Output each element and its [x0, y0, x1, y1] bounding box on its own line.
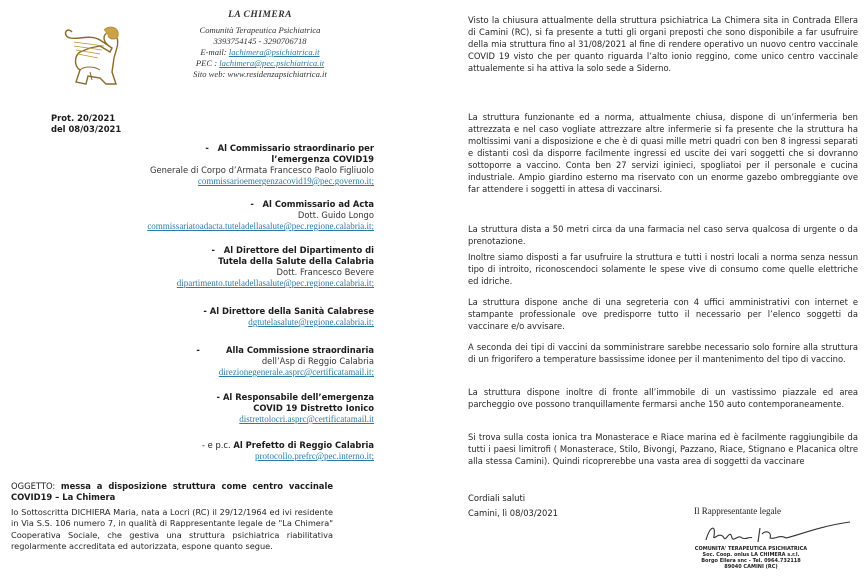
letterhead — [180, 10, 340, 80]
body-paragraph: Visto la chiusura attualmente della struttura psichiatrica La Chimera sita in Contrada Ellera di Camini (RC), si fa presente a tutti gli organi preposti che sono disponibile a far usufruire della mia struttura fino al 31/08/2021 al fine di rendere operativo un nuovo centro vaccinale COVID 19 visto che per quanto riguarda l’alto ionio reggino, come unico centro vaccinale attualemente si ha attiva la solo sede a Siderno. — [468, 15, 858, 73]
recipient-title: - Al Responsabile dell’emergenza — [216, 392, 374, 402]
recipient-title: - e p.c. Al Prefetto di Reggio Calabria — [201, 440, 374, 450]
organization-stamp — [686, 546, 816, 570]
closing-salutation: Cordiali saluti — [468, 493, 526, 503]
stamp-line: COMUNITA' TERAPEUTICA PSICHIATRICA — [694, 546, 808, 552]
recipient-title: - Al Direttore del Dipartimento di — [211, 245, 374, 255]
organization-subtitle: Comunità Terapeutica Psichiatrica — [199, 25, 321, 35]
email-link[interactable]: lachimera@psichiatrica.it — [228, 47, 320, 57]
body-paragraph: Inoltre siamo disposti a far usufruire la struttura e tutti i nostri locali a norma senza nessun tipo di introito, riconoscendoci solamente le spese vive di consumo come quelle elettriche ed idriche. — [468, 252, 858, 286]
organization-pec-row — [180, 58, 340, 69]
organization-email-row — [180, 47, 340, 58]
recipient-email-link[interactable]: commissarioemergenzacovid19@pec.governo.it; — [197, 176, 374, 186]
recipient-title: l’emergenza COVID19 — [271, 154, 374, 164]
subject-label: OGGETTO: — [11, 481, 56, 491]
recipient-name: Dott. Guido Longo — [297, 210, 374, 220]
recipient-block — [14, 345, 374, 378]
recipient-block — [14, 245, 374, 289]
recipient-name: Dott. Francesco Bevere — [276, 267, 374, 277]
recipient-title: - Al Commissario straordinario per — [205, 143, 374, 153]
organization-phones: 3393754145 - 3290706718 — [213, 36, 307, 46]
intro-paragraph: Io Sottoscritta DICHIERA Maria, nata a Locri (RC) il 29/12/1964 ed ivi residente in Via S.S. 106 numero 7, in qualità di Rappresentante legale de "La Chimera" Cooperativa Sociale, che gestiva una struttura psichiatrica riabilitativa regolarmente accreditata ed autorizzata, espone quanto segue. — [11, 507, 333, 552]
organization-name: LA CHIMERA — [228, 10, 292, 20]
body-paragraph: La struttura dispone inoltre di fronte all’immobile di un vastissimo piazzale ed area parcheggio ove possono tranquillamente fermarsi anche 150 auto contemporaneamente. — [468, 387, 858, 409]
recipient-title: COVID 19 Distretto Ionico — [253, 403, 374, 413]
recipient-title: Tutela della Salute della Calabria — [218, 256, 374, 266]
winged-sphinx-logo — [60, 22, 130, 94]
recipient-title: - Alla Commissione straordinaria — [196, 345, 374, 355]
recipient-email-link[interactable]: dipartimento.tuteladellasalute@pec.regione.calabria.it; — [176, 278, 374, 288]
place-date: Camini, lì 08/03/2021 — [468, 508, 559, 518]
protocol-block — [51, 113, 121, 135]
recipient-block — [14, 143, 374, 187]
pec-link[interactable]: lachimera@pec.psichiatrica.it — [219, 58, 325, 68]
body-paragraph: La struttura dispone anche di una segreteria con 4 uffici amministrativi con internet e stampante professionale ove predisporre tutto il necessario per l’elenco soggetti da vaccinare e/o avvisare. — [468, 297, 858, 331]
body-paragraph: A seconda dei tipi di vaccini da somministrare sarebbe necessario solo fornire alla struttura di un frigorifero a temperature bassissime idonee per il mantenimento del tipo di vaccino. — [468, 342, 858, 364]
handwritten-signature — [700, 520, 860, 546]
recipient-block — [14, 199, 374, 232]
organization-website: Sito web: www.residenzapsichiatrica.it — [193, 69, 327, 79]
body-paragraph: Si trova sulla costa ionica tra Monasterace e Riace marina ed è facilmente raggiungibile da tutti i paesi limitrofi ( Monasterace, Stilo, Bivongi, Pazzano, Riace, Stignano e Placanica oltre alla stessa Camini). Quindi ricoprerebbe una vasta area di soggetti da vaccinare — [468, 432, 858, 466]
recipient-title: - Al Direttore della Sanità Calabrese — [203, 306, 374, 316]
recipient-email-link[interactable]: commissariatoadacta.tuteladellasalute@pec.regione.calabria.it; — [147, 221, 374, 231]
recipient-email-link[interactable]: direzionegenerale.asprc@certificatamail.it; — [218, 367, 374, 377]
recipient-name: Generale di Corpo d’Armata Francesco Paolo Figliuolo — [149, 165, 374, 175]
stamp-line: Borgo Ellera snc - Tel. 0964.732118 — [701, 558, 801, 564]
right-column — [468, 0, 858, 578]
recipient-name: dell’Asp di Reggio Calabria — [261, 356, 374, 366]
recipient-email-link[interactable]: dgtutelasalute@regione.calabria.it; — [248, 317, 374, 327]
body-paragraph: La struttura dista a 50 metri circa da una farmacia nel caso serva qualcosa di urgente o da prenotazione. — [468, 224, 858, 246]
recipient-email-link[interactable]: protocollo.prefrc@pec.interno.it; — [255, 451, 374, 461]
stamp-line: Soc. Coop. onlus LA CHIMERA s.r.l. — [702, 552, 800, 558]
subject-line — [11, 481, 333, 503]
body-paragraph: La struttura funzionante ed a norma, attualmente chiusa, dispone di un’infermeria ben attrezzata e nel caso vogliate attrezzare altre infermerie si fa presente che la struttura ha moltissimi vani a disposizione e che è di quasi mille metri quadri con ben 8 ingressi separati e distanti così da disporre facilmente ingressi ed uscite dei vari soggetti che si dovranno sottoporre a vaccino. Conta ben 27 servizi iginieci, spogliatoi per il personale e cucina industriale. Ampio giardino esterno ma riservato con un enorme gazebo ombreggiante ove far attendere i soggetti in attesa di vaccinarsi. — [468, 112, 858, 194]
protocol-number: Prot. 20/2021 — [51, 113, 116, 123]
stamp-line: 89040 CAMINI (RC) — [724, 564, 778, 570]
recipient-block-cc — [14, 440, 374, 462]
signature-title: Il Rappresentante legale — [694, 506, 781, 516]
pec-label: PEC : — [195, 58, 218, 68]
recipient-title: - Al Commissario ad Acta — [250, 199, 374, 209]
recipient-block — [14, 306, 374, 328]
recipient-block — [14, 392, 374, 425]
email-label: E-mail: — [200, 47, 227, 57]
protocol-date: del 08/03/2021 — [51, 124, 122, 134]
recipient-email-link[interactable]: distrettolocri.asprc@certificatamail.it — [239, 414, 374, 424]
subject-text: messa a disposizione struttura come centro vaccinale COVID19 – La Chimera — [11, 481, 333, 502]
